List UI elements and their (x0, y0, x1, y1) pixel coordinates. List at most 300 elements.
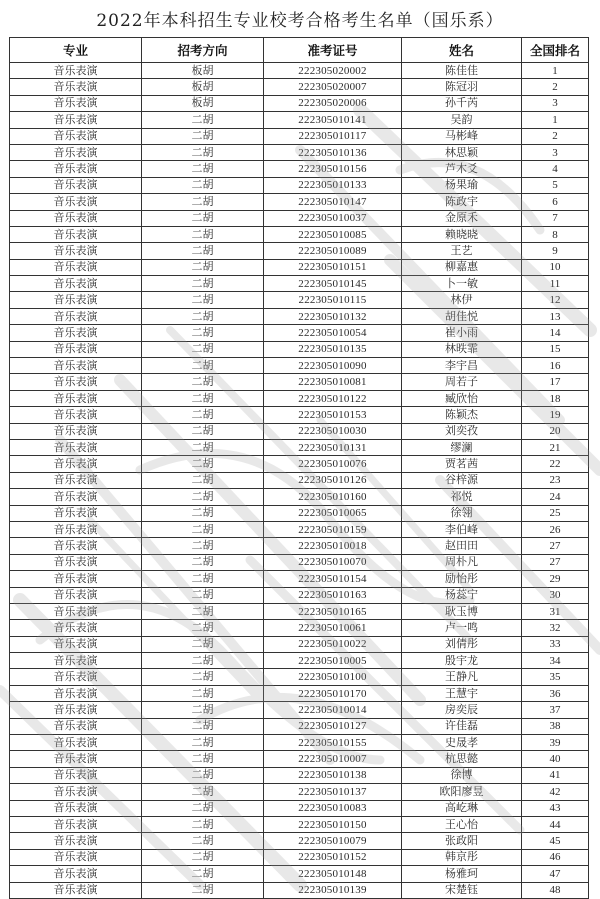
cell-name: 徐翎 (402, 505, 522, 521)
cell-direction: 二胡 (142, 735, 264, 751)
cell-direction: 二胡 (142, 423, 264, 439)
cell-major: 音乐表演 (10, 341, 142, 357)
table-row (10, 882, 589, 898)
cell-exam-id: 222305010152 (264, 849, 402, 865)
cell-name: 李伯峰 (402, 521, 522, 537)
cell-direction: 二胡 (142, 702, 264, 718)
cell-direction: 二胡 (142, 571, 264, 587)
cell-major: 音乐表演 (10, 751, 142, 767)
cell-direction: 二胡 (142, 800, 264, 816)
cell-rank: 40 (522, 751, 589, 767)
table-row (10, 95, 589, 111)
table-row (10, 735, 589, 751)
table-row (10, 571, 589, 587)
cell-direction: 二胡 (142, 784, 264, 800)
table-row (10, 472, 589, 488)
table-row (10, 112, 589, 128)
table-row (10, 194, 589, 210)
table-row (10, 603, 589, 619)
qualified-candidates-table (9, 37, 589, 899)
cell-exam-id: 222305010153 (264, 407, 402, 423)
table-row (10, 456, 589, 472)
cell-name: 崔小雨 (402, 325, 522, 341)
cell-direction: 二胡 (142, 210, 264, 226)
cell-direction: 二胡 (142, 587, 264, 603)
cell-direction: 板胡 (142, 63, 264, 79)
cell-exam-id: 222305010145 (264, 276, 402, 292)
cell-exam-id: 222305010137 (264, 784, 402, 800)
cell-exam-id: 222305010079 (264, 833, 402, 849)
cell-direction: 二胡 (142, 505, 264, 521)
table-row (10, 669, 589, 685)
cell-exam-id: 222305010132 (264, 308, 402, 324)
cell-direction: 二胡 (142, 866, 264, 882)
cell-rank: 45 (522, 833, 589, 849)
cell-exam-id: 222305010163 (264, 587, 402, 603)
cell-name: 陈佳佳 (402, 63, 522, 79)
cell-name: 胡佳悦 (402, 308, 522, 324)
cell-direction: 二胡 (142, 472, 264, 488)
cell-exam-id: 222305010127 (264, 718, 402, 734)
cell-exam-id: 222305010054 (264, 325, 402, 341)
table-row (10, 489, 589, 505)
cell-direction: 二胡 (142, 751, 264, 767)
cell-rank: 36 (522, 685, 589, 701)
table-row (10, 685, 589, 701)
cell-name: 房奕辰 (402, 702, 522, 718)
cell-rank: 19 (522, 407, 589, 423)
cell-name: 孙千芮 (402, 95, 522, 111)
cell-major: 音乐表演 (10, 226, 142, 242)
cell-direction: 二胡 (142, 816, 264, 832)
cell-name: 陈政宇 (402, 194, 522, 210)
cell-name: 柳嘉惠 (402, 259, 522, 275)
cell-exam-id: 222305010147 (264, 194, 402, 210)
cell-direction: 二胡 (142, 390, 264, 406)
cell-exam-id: 222305010081 (264, 374, 402, 390)
cell-rank: 4 (522, 161, 589, 177)
cell-exam-id: 222305010151 (264, 259, 402, 275)
cell-exam-id: 222305010085 (264, 226, 402, 242)
cell-name: 缪澜 (402, 439, 522, 455)
table-row (10, 718, 589, 734)
table-row (10, 144, 589, 160)
cell-rank: 20 (522, 423, 589, 439)
cell-major: 音乐表演 (10, 177, 142, 193)
cell-rank: 35 (522, 669, 589, 685)
cell-direction: 二胡 (142, 767, 264, 783)
cell-name: 林昳霏 (402, 341, 522, 357)
cell-rank: 43 (522, 800, 589, 816)
cell-exam-id: 222305010089 (264, 243, 402, 259)
cell-direction: 二胡 (142, 112, 264, 128)
cell-major: 音乐表演 (10, 833, 142, 849)
cell-direction: 二胡 (142, 521, 264, 537)
table-row (10, 702, 589, 718)
cell-major: 音乐表演 (10, 456, 142, 472)
cell-rank: 44 (522, 816, 589, 832)
table-row (10, 653, 589, 669)
cell-exam-id: 222305010022 (264, 636, 402, 652)
table-row (10, 636, 589, 652)
cell-rank: 3 (522, 144, 589, 160)
cell-major: 音乐表演 (10, 866, 142, 882)
table-header-row (10, 38, 589, 63)
cell-major: 音乐表演 (10, 603, 142, 619)
cell-direction: 二胡 (142, 144, 264, 160)
cell-direction: 二胡 (142, 685, 264, 701)
table-row (10, 276, 589, 292)
cell-direction: 二胡 (142, 308, 264, 324)
table-row (10, 63, 589, 79)
cell-major: 音乐表演 (10, 210, 142, 226)
cell-direction: 二胡 (142, 554, 264, 570)
cell-direction: 二胡 (142, 538, 264, 554)
cell-direction: 板胡 (142, 95, 264, 111)
table-row (10, 784, 589, 800)
cell-exam-id: 222305010070 (264, 554, 402, 570)
cell-exam-id: 222305010065 (264, 505, 402, 521)
cell-major: 音乐表演 (10, 95, 142, 111)
cell-major: 音乐表演 (10, 800, 142, 816)
cell-name: 王心怡 (402, 816, 522, 832)
table-row (10, 505, 589, 521)
cell-rank: 17 (522, 374, 589, 390)
cell-rank: 37 (522, 702, 589, 718)
cell-rank: 13 (522, 308, 589, 324)
table-row (10, 390, 589, 406)
cell-name: 赖晓晓 (402, 226, 522, 242)
cell-exam-id: 222305010139 (264, 882, 402, 898)
cell-major: 音乐表演 (10, 407, 142, 423)
cell-direction: 二胡 (142, 439, 264, 455)
cell-direction: 二胡 (142, 489, 264, 505)
cell-exam-id: 222305010159 (264, 521, 402, 537)
cell-rank: 24 (522, 489, 589, 505)
cell-exam-id: 222305010037 (264, 210, 402, 226)
cell-exam-id: 222305010014 (264, 702, 402, 718)
cell-major: 音乐表演 (10, 439, 142, 455)
cell-major: 音乐表演 (10, 144, 142, 160)
cell-rank: 39 (522, 735, 589, 751)
table-row (10, 439, 589, 455)
header-major: 专业 (10, 38, 142, 63)
cell-exam-id: 222305010138 (264, 767, 402, 783)
cell-exam-id: 222305010135 (264, 341, 402, 357)
cell-rank: 41 (522, 767, 589, 783)
cell-major: 音乐表演 (10, 325, 142, 341)
table-row (10, 833, 589, 849)
cell-name: 杨雅珂 (402, 866, 522, 882)
table-row (10, 538, 589, 554)
cell-name: 卢一鸣 (402, 620, 522, 636)
cell-name: 周朴凡 (402, 554, 522, 570)
cell-name: 马彬峰 (402, 128, 522, 144)
cell-major: 音乐表演 (10, 538, 142, 554)
cell-exam-id: 222305010170 (264, 685, 402, 701)
table-row (10, 341, 589, 357)
table-row (10, 374, 589, 390)
table-row (10, 325, 589, 341)
cell-major: 音乐表演 (10, 882, 142, 898)
cell-exam-id: 222305010115 (264, 292, 402, 308)
cell-rank: 29 (522, 571, 589, 587)
cell-major: 音乐表演 (10, 735, 142, 751)
cell-rank: 47 (522, 866, 589, 882)
cell-major: 音乐表演 (10, 390, 142, 406)
cell-rank: 22 (522, 456, 589, 472)
cell-major: 音乐表演 (10, 784, 142, 800)
cell-direction: 二胡 (142, 603, 264, 619)
cell-name: 卜一敏 (402, 276, 522, 292)
header-exam-id: 准考证号 (264, 38, 402, 63)
cell-rank: 3 (522, 95, 589, 111)
table-row (10, 292, 589, 308)
cell-direction: 二胡 (142, 456, 264, 472)
table-row (10, 259, 589, 275)
cell-major: 音乐表演 (10, 161, 142, 177)
cell-exam-id: 222305010156 (264, 161, 402, 177)
cell-exam-id: 222305010117 (264, 128, 402, 144)
cell-major: 音乐表演 (10, 636, 142, 652)
cell-exam-id: 222305010150 (264, 816, 402, 832)
cell-exam-id: 222305010018 (264, 538, 402, 554)
cell-major: 音乐表演 (10, 358, 142, 374)
cell-rank: 33 (522, 636, 589, 652)
cell-exam-id: 222305020002 (264, 63, 402, 79)
cell-name: 林伊 (402, 292, 522, 308)
cell-name: 赵田田 (402, 538, 522, 554)
cell-direction: 二胡 (142, 620, 264, 636)
cell-exam-id: 222305010122 (264, 390, 402, 406)
cell-major: 音乐表演 (10, 587, 142, 603)
cell-major: 音乐表演 (10, 259, 142, 275)
cell-direction: 二胡 (142, 636, 264, 652)
cell-direction: 二胡 (142, 833, 264, 849)
cell-rank: 12 (522, 292, 589, 308)
cell-name: 杨蕊宁 (402, 587, 522, 603)
cell-exam-id: 222305020006 (264, 95, 402, 111)
cell-rank: 2 (522, 79, 589, 95)
cell-exam-id: 222305010160 (264, 489, 402, 505)
cell-direction: 二胡 (142, 194, 264, 210)
cell-major: 音乐表演 (10, 194, 142, 210)
cell-rank: 2 (522, 128, 589, 144)
cell-exam-id: 222305010030 (264, 423, 402, 439)
table-row (10, 128, 589, 144)
cell-name: 宋楚钰 (402, 882, 522, 898)
cell-major: 音乐表演 (10, 620, 142, 636)
table-row (10, 767, 589, 783)
table-row (10, 308, 589, 324)
cell-major: 音乐表演 (10, 292, 142, 308)
cell-exam-id: 222305010154 (264, 571, 402, 587)
cell-exam-id: 222305010005 (264, 653, 402, 669)
cell-name: 王静凡 (402, 669, 522, 685)
cell-exam-id: 222305010100 (264, 669, 402, 685)
table-row (10, 800, 589, 816)
cell-direction: 二胡 (142, 243, 264, 259)
cell-rank: 8 (522, 226, 589, 242)
table-row (10, 849, 589, 865)
cell-rank: 23 (522, 472, 589, 488)
table-row (10, 243, 589, 259)
cell-exam-id: 222305010007 (264, 751, 402, 767)
cell-name: 陈颖杰 (402, 407, 522, 423)
cell-direction: 二胡 (142, 358, 264, 374)
cell-rank: 46 (522, 849, 589, 865)
cell-rank: 7 (522, 210, 589, 226)
cell-major: 音乐表演 (10, 472, 142, 488)
cell-rank: 21 (522, 439, 589, 455)
cell-exam-id: 222305010148 (264, 866, 402, 882)
cell-direction: 二胡 (142, 849, 264, 865)
cell-exam-id: 222305010090 (264, 358, 402, 374)
cell-rank: 42 (522, 784, 589, 800)
cell-name: 祁悦 (402, 489, 522, 505)
cell-rank: 16 (522, 358, 589, 374)
table-row (10, 587, 589, 603)
cell-name: 陈冠羽 (402, 79, 522, 95)
cell-rank: 5 (522, 177, 589, 193)
cell-direction: 二胡 (142, 226, 264, 242)
cell-exam-id: 222305010131 (264, 439, 402, 455)
cell-rank: 6 (522, 194, 589, 210)
table-row (10, 423, 589, 439)
cell-name: 刘倩彤 (402, 636, 522, 652)
cell-rank: 9 (522, 243, 589, 259)
cell-exam-id: 222305010136 (264, 144, 402, 160)
cell-rank: 34 (522, 653, 589, 669)
cell-major: 音乐表演 (10, 276, 142, 292)
cell-exam-id: 222305010083 (264, 800, 402, 816)
table-row (10, 620, 589, 636)
cell-name: 贾茗茜 (402, 456, 522, 472)
table-row (10, 210, 589, 226)
cell-exam-id: 222305010155 (264, 735, 402, 751)
table-row (10, 554, 589, 570)
table-row (10, 751, 589, 767)
cell-rank: 18 (522, 390, 589, 406)
cell-name: 杨果瑜 (402, 177, 522, 193)
cell-major: 音乐表演 (10, 128, 142, 144)
cell-major: 音乐表演 (10, 816, 142, 832)
cell-name: 林思颖 (402, 144, 522, 160)
cell-name: 臧欣怡 (402, 390, 522, 406)
cell-rank: 26 (522, 521, 589, 537)
cell-major: 音乐表演 (10, 243, 142, 259)
cell-name: 王慧宇 (402, 685, 522, 701)
cell-major: 音乐表演 (10, 63, 142, 79)
cell-major: 音乐表演 (10, 685, 142, 701)
cell-exam-id: 222305010076 (264, 456, 402, 472)
cell-direction: 二胡 (142, 177, 264, 193)
cell-name: 芦木爻 (402, 161, 522, 177)
cell-rank: 15 (522, 341, 589, 357)
cell-rank: 14 (522, 325, 589, 341)
cell-major: 音乐表演 (10, 308, 142, 324)
cell-direction: 二胡 (142, 161, 264, 177)
cell-name: 徐博 (402, 767, 522, 783)
table-body (10, 63, 589, 899)
cell-major: 音乐表演 (10, 489, 142, 505)
cell-exam-id: 222305020007 (264, 79, 402, 95)
table-row (10, 79, 589, 95)
table-row (10, 226, 589, 242)
document-title: 2022年本科招生专业校考合格考生名单（国乐系） (96, 11, 504, 31)
cell-rank: 32 (522, 620, 589, 636)
cell-name: 张政阳 (402, 833, 522, 849)
cell-name: 王艺 (402, 243, 522, 259)
cell-direction: 二胡 (142, 259, 264, 275)
table-row (10, 358, 589, 374)
table-row (10, 866, 589, 882)
cell-rank: 27 (522, 538, 589, 554)
table-row (10, 177, 589, 193)
cell-major: 音乐表演 (10, 112, 142, 128)
cell-name: 刘奕孜 (402, 423, 522, 439)
cell-direction: 二胡 (142, 341, 264, 357)
cell-name: 金原禾 (402, 210, 522, 226)
cell-direction: 二胡 (142, 669, 264, 685)
cell-major: 音乐表演 (10, 423, 142, 439)
header-rank: 全国排名 (522, 38, 589, 63)
cell-major: 音乐表演 (10, 669, 142, 685)
cell-major: 音乐表演 (10, 653, 142, 669)
cell-major: 音乐表演 (10, 374, 142, 390)
cell-direction: 二胡 (142, 128, 264, 144)
cell-major: 音乐表演 (10, 718, 142, 734)
cell-name: 周若子 (402, 374, 522, 390)
cell-direction: 二胡 (142, 292, 264, 308)
cell-rank: 27 (522, 554, 589, 570)
cell-name: 欧阳廖昱 (402, 784, 522, 800)
cell-major: 音乐表演 (10, 79, 142, 95)
cell-name: 谷梓源 (402, 472, 522, 488)
cell-rank: 10 (522, 259, 589, 275)
cell-exam-id: 222305010141 (264, 112, 402, 128)
table-row (10, 816, 589, 832)
cell-major: 音乐表演 (10, 767, 142, 783)
cell-direction: 二胡 (142, 882, 264, 898)
cell-name: 殷宇龙 (402, 653, 522, 669)
cell-direction: 二胡 (142, 407, 264, 423)
cell-rank: 31 (522, 603, 589, 619)
header-name: 姓名 (402, 38, 522, 63)
table-header (10, 38, 589, 63)
cell-name: 韩京彤 (402, 849, 522, 865)
cell-name: 杭思懿 (402, 751, 522, 767)
cell-name: 吴韵 (402, 112, 522, 128)
cell-direction: 二胡 (142, 276, 264, 292)
cell-rank: 30 (522, 587, 589, 603)
cell-exam-id: 222305010133 (264, 177, 402, 193)
cell-name: 高屹琳 (402, 800, 522, 816)
cell-name: 史晟孝 (402, 735, 522, 751)
cell-rank: 25 (522, 505, 589, 521)
cell-rank: 38 (522, 718, 589, 734)
cell-direction: 二胡 (142, 718, 264, 734)
cell-exam-id: 222305010126 (264, 472, 402, 488)
header-direction: 招考方向 (142, 38, 264, 63)
cell-major: 音乐表演 (10, 521, 142, 537)
table-row (10, 161, 589, 177)
cell-name: 许佳磊 (402, 718, 522, 734)
cell-exam-id: 222305010061 (264, 620, 402, 636)
cell-major: 音乐表演 (10, 849, 142, 865)
table-row (10, 521, 589, 537)
cell-name: 耿玉博 (402, 603, 522, 619)
